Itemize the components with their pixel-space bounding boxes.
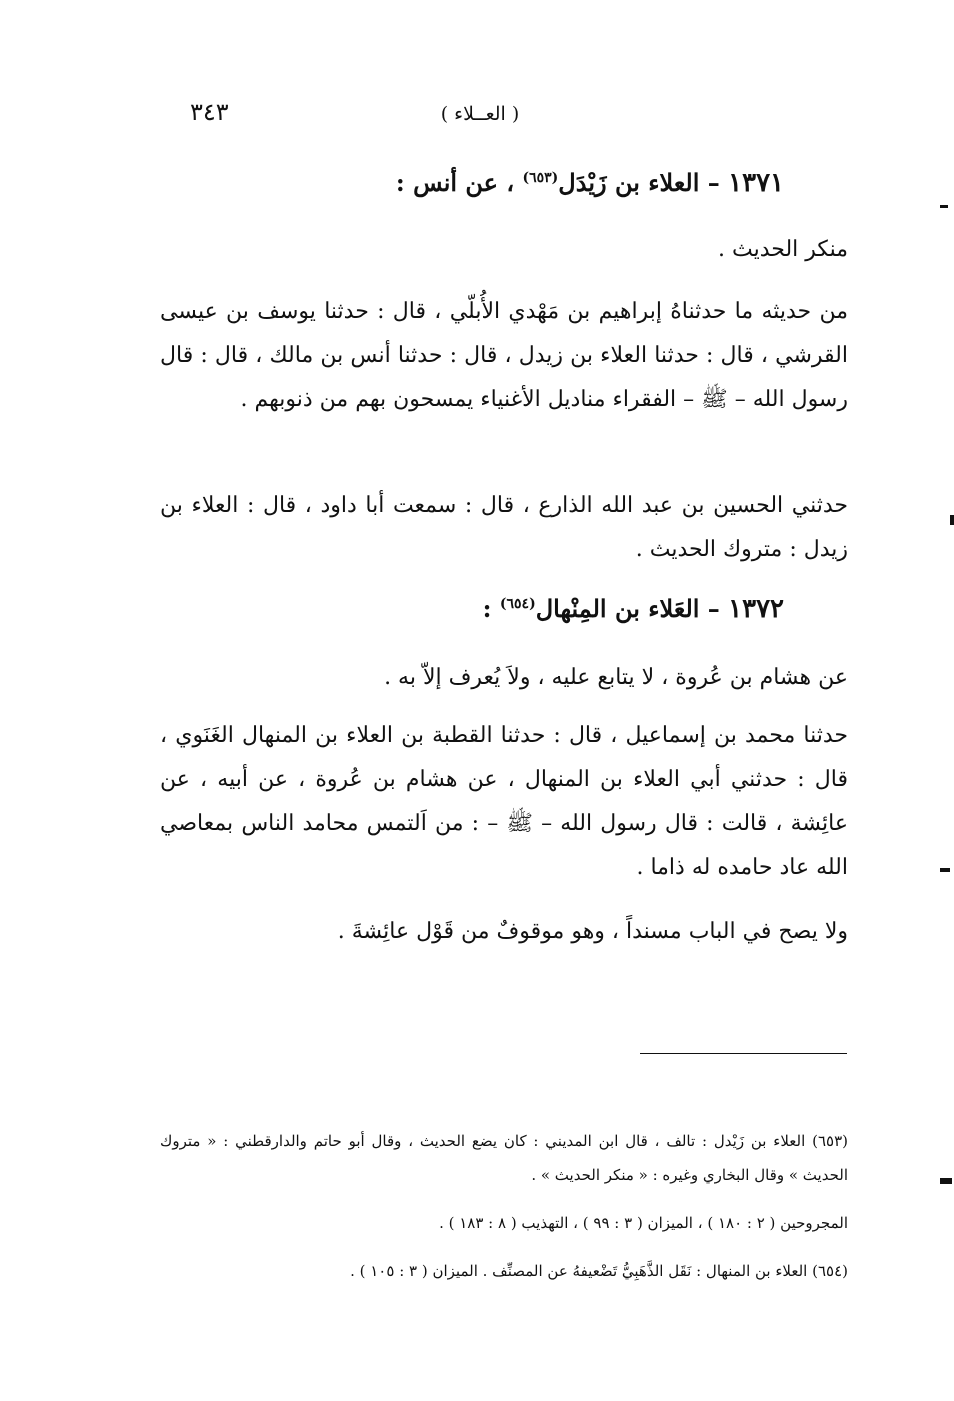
entry-dash: – bbox=[707, 594, 720, 623]
entry-name: العَلاء بن المِنْهال bbox=[535, 594, 700, 623]
entry-heading-rest: : bbox=[482, 594, 492, 623]
running-header: ( العــلاء ) bbox=[440, 103, 520, 125]
paragraph: حدثنا محمد بن إسماعيل ، قال : حدثنا القطبة بن العلاء بن المنهال الغَنَوي ، قال : حدثني أبي العلاء بن المنهال ، عن هشام بن عُروة ، عن أبيه ، عن عائِشة ، قالت : قال رسول الله – ﷺ – : من اَلتمس محامد الناس بمعاصي الله عاد حامده له ذاما . bbox=[160, 723, 848, 880]
footnote-reference: (٦٥٤) bbox=[499, 596, 536, 612]
entry-dash: – bbox=[707, 168, 720, 197]
footnote: (٦٥٤) العلاء بن المنهال : نَقَل الذَّهَبِيُّ تَضْعيفهُ عن المصنِّف . الميزان ( ٣ : ١٠٥ ) . bbox=[350, 1262, 848, 1280]
paragraph: حدثني الحسين بن عبد الله الذارع ، قال : سمعت أبا داود ، قال : العلاء بن زيدل : متروك الحديث . bbox=[160, 493, 848, 562]
scan-mark bbox=[940, 205, 948, 208]
page-number: ٣٤٣ bbox=[190, 98, 229, 126]
entry-heading-1372 bbox=[483, 594, 784, 624]
entry-name: العلاء بن زَيْدَل bbox=[558, 168, 700, 197]
entry-number: ١٣٧٢ bbox=[728, 594, 784, 624]
paragraph: ولا يصح في الباب مسنداً ، وهو موقوفٌ من قَوْل عائِشةَ . bbox=[337, 919, 848, 944]
paragraph: منكر الحديث . bbox=[718, 237, 848, 262]
footnote-reference: (٦٥٣) bbox=[522, 170, 559, 186]
entry-heading-rest: ، عن أنس : bbox=[395, 168, 515, 197]
paragraph: من حديثه ما حدثناهُ إبراهيم بن مَهْدي الأُبلّي ، قال : حدثنا يوسف بن عيسى القرشي ، قال : حدثنا العلاء بن زيدل ، قال : حدثنا أنس بن مالك ، قال : قال رسول الله – ﷺ – الفقراء مناديل الأغنياء يمسحون بهم من ذنوبهم . bbox=[160, 299, 848, 412]
footnote: (٦٥٣) العلاء بن زَيْدل : تالف ، قال ابن المديني : كان يضع الحديث ، وقال أبو حاتم والدارقطني : « متروك الحديث » وقال البخاري وغيره : « منكر الحديث » . bbox=[160, 1132, 848, 1184]
scan-mark bbox=[940, 1178, 952, 1184]
footnote: المجروحين ( ٢ : ١٨٠ ) ، الميزان ( ٣ : ٩٩ ) ، التهذيب ( ٨ : ١٨٣ ) . bbox=[439, 1214, 848, 1232]
footnote-separator bbox=[640, 1053, 847, 1054]
entry-number: ١٣٧١ bbox=[728, 168, 784, 198]
scan-mark bbox=[940, 868, 950, 872]
entry-heading-1371 bbox=[396, 168, 784, 198]
scan-mark bbox=[950, 515, 954, 525]
paragraph: عن هشام بن عُروة ، لا يتابع عليه ، ولاَ يُعرف إلاّ به . bbox=[384, 665, 848, 690]
